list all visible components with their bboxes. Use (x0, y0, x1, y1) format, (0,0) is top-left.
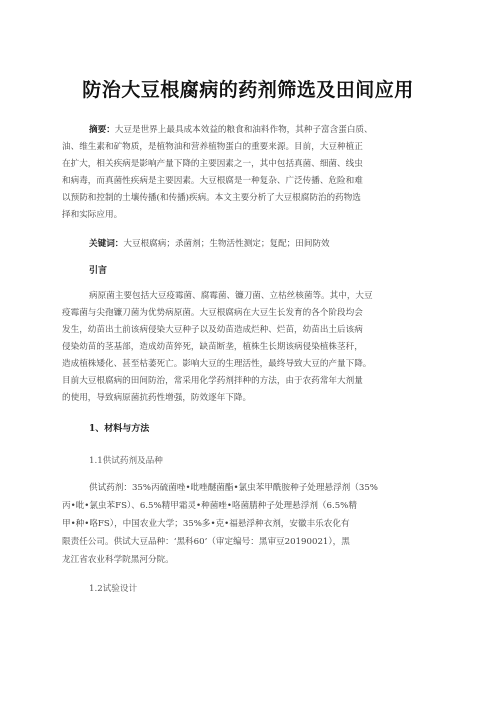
keywords-label: 关键词： (89, 239, 124, 249)
abstract-line-3: 在扩大，相关疾病是影响产量下降的主要因素之一，其中包括真菌、细菌、线虫 (62, 159, 363, 169)
abstract-line-4: 和病毒，而真菌性疾病是主要因素。大豆根腐是一种复杂、广泛传播、危险和难 (62, 176, 363, 186)
section-1-1-line-3: 甲•种•咯FS），中国农业大学；35%多•克•福悬浮种衣剂，安徽丰乐农化有 (62, 519, 350, 529)
section-1-1-heading: 1.1供试药剂及品种 (89, 456, 163, 466)
paper-title: 防治大豆根腐病的药剂筛选及田间应用 (82, 79, 414, 101)
intro-line-3: 发生，幼苗出土前该病侵染大豆种子以及幼苗造成烂种、烂苗，幼苗出土后该病 (62, 325, 363, 335)
abstract-text-1: 大豆是世界上最具成本效益的粮食和油料作物，其种子富含蛋白质、 (114, 125, 373, 135)
intro-line-6: 目前大豆根腐病的田间防治，常采用化学药剂拌种的方法，由于农药常年大剂量 (62, 376, 363, 386)
abstract-line-1 (89, 124, 373, 136)
section-1-1-line-1: 供试药剂：35%丙硫菌唑•吡唑醚菌酯•氯虫苯甲酰胺种子处理悬浮剂（35% (89, 483, 378, 493)
section-1-heading: 1、材料与方法 (89, 424, 150, 434)
section-1-1-line-5: 龙江省农业科学院黑河分院。 (62, 555, 174, 565)
intro-line-5: 造成植株矮化、甚至枯萎死亡。影响大豆的生理活性，最终导致大豆的产量下降。 (62, 359, 372, 369)
keywords-text: 大豆根腐病；杀菌剂；生物活性测定；复配；田间防效 (123, 239, 330, 249)
intro-line-7: 的使用，导致病原菌抗药性增强，防效逐年下降。 (62, 393, 252, 403)
intro-heading: 引言 (89, 266, 108, 276)
keywords-line (89, 238, 330, 250)
intro-line-2: 疫霉菌与尖孢镰刀菌为优势病原菌。大豆根腐病在大豆生长发育的各个阶段均会 (62, 308, 363, 318)
section-1-1-line-4: 限责任公司。供试大豆品种：‘黑科60’（审定编号：黑审豆20190021），黑 (62, 537, 350, 547)
abstract-line-6: 择和实际应用。 (62, 210, 123, 220)
section-1-1-line-2: 丙•吡•氯虫苯FS）、6.5%精甲霜灵•种菌唑•咯菌腈种子处理悬浮剂（6.5%精 (62, 501, 357, 511)
section-1-2-heading: 1.2试验设计 (89, 584, 138, 594)
abstract-line-2: 油、维生素和矿物质，是植物油和营养植物蛋白的重要来源。目前，大豆种植正 (62, 142, 363, 152)
intro-line-1: 病原菌主要包括大豆疫霉菌、腐霉菌、镰刀菌、立枯丝核菌等。其中，大豆 (89, 291, 373, 301)
abstract-line-5: 以预防和控制的土壤传播(和传播)疾病。本文主要分析了大豆根腐防治的药物选 (62, 193, 361, 203)
intro-line-4: 侵染幼苗的茎基部，造成幼苗猝死，缺苗断垄，植株生长期该病侵染植株茎秆， (62, 342, 363, 352)
abstract-label: 摘要： (89, 125, 115, 135)
